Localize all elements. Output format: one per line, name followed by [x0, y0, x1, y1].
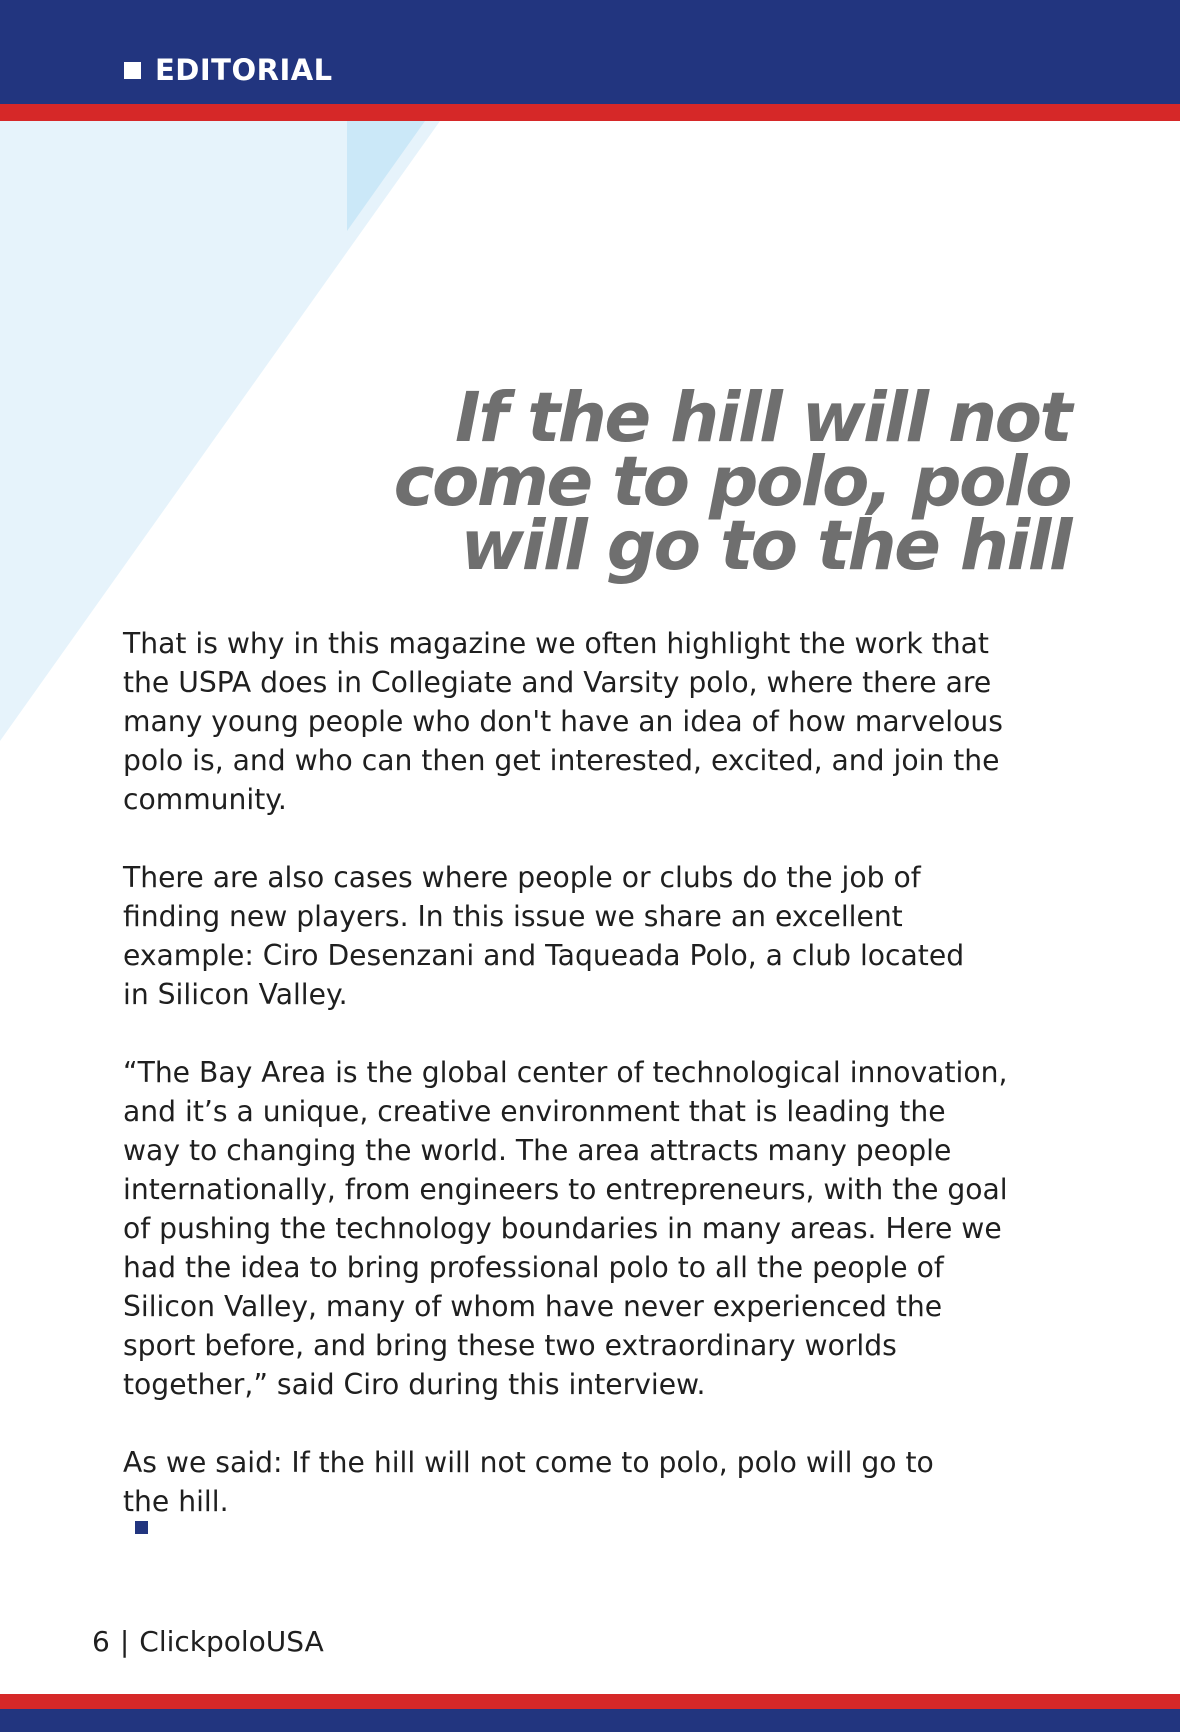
headline-line: will go to the hill: [460, 506, 1070, 586]
header-stripe: [0, 104, 1180, 121]
section-label-text: EDITORIAL: [155, 53, 333, 87]
page-number: 6: [92, 1625, 110, 1658]
text-line: of pushing the technology boundaries in many areas. Here we: [123, 1212, 1002, 1245]
text-line: together,” said Ciro during this interview.: [123, 1368, 706, 1401]
paragraph: [123, 1443, 1103, 1534]
text-line: As we said: If the hill will not come to polo, polo will go to: [123, 1446, 934, 1479]
headline: [310, 378, 1070, 586]
text-line: many young people who don't have an idea of how marvelous: [123, 705, 1003, 738]
text-line: Silicon Valley, many of whom have never experienced the: [123, 1290, 943, 1323]
headline-line: come to polo, polo: [393, 442, 1070, 522]
paragraph: [123, 858, 1103, 1014]
end-square-icon: [135, 1521, 148, 1534]
folio-separator: |: [119, 1625, 130, 1658]
text-line: way to changing the world. The area attracts many people: [123, 1134, 952, 1167]
text-line-with-end-mark: [123, 1482, 1103, 1534]
article-body: [123, 624, 1103, 1573]
headline-line: If the hill will not: [455, 378, 1070, 458]
text-line: had the idea to bring professional polo to all the people of: [123, 1251, 944, 1284]
text-line: the USPA does in Collegiate and Varsity polo, where there are: [123, 666, 992, 699]
text-line: in Silicon Valley.: [123, 978, 348, 1011]
publication-name: ClickpoloUSA: [139, 1625, 324, 1658]
text-line: the hill.: [123, 1485, 229, 1518]
text-line: internationally, from engineers to entrepreneurs, with the goal: [123, 1173, 1008, 1206]
text-line: sport before, and bring these two extraordinary worlds: [123, 1329, 897, 1362]
text-line: “The Bay Area is the global center of technological innovation,: [123, 1056, 1008, 1089]
text-line: and it’s a unique, creative environment that is leading the: [123, 1095, 946, 1128]
text-line: That is why in this magazine we often highlight the work that: [123, 627, 989, 660]
section-label: [124, 48, 333, 92]
text-line: There are also cases where people or clubs do the job of: [123, 861, 921, 894]
text-line: finding new players. In this issue we share an excellent: [123, 900, 903, 933]
text-line: community.: [123, 783, 287, 816]
square-bullet-icon: [124, 62, 141, 79]
text-line: example: Ciro Desenzani and Taqueada Polo, a club located: [123, 939, 965, 972]
paragraph: [123, 1053, 1103, 1404]
footer-stripe: [0, 1694, 1180, 1709]
page-folio: [92, 1625, 324, 1658]
footer-band: [0, 1709, 1180, 1732]
paragraph: [123, 624, 1103, 819]
text-line: polo is, and who can then get interested, excited, and join the: [123, 744, 1000, 777]
